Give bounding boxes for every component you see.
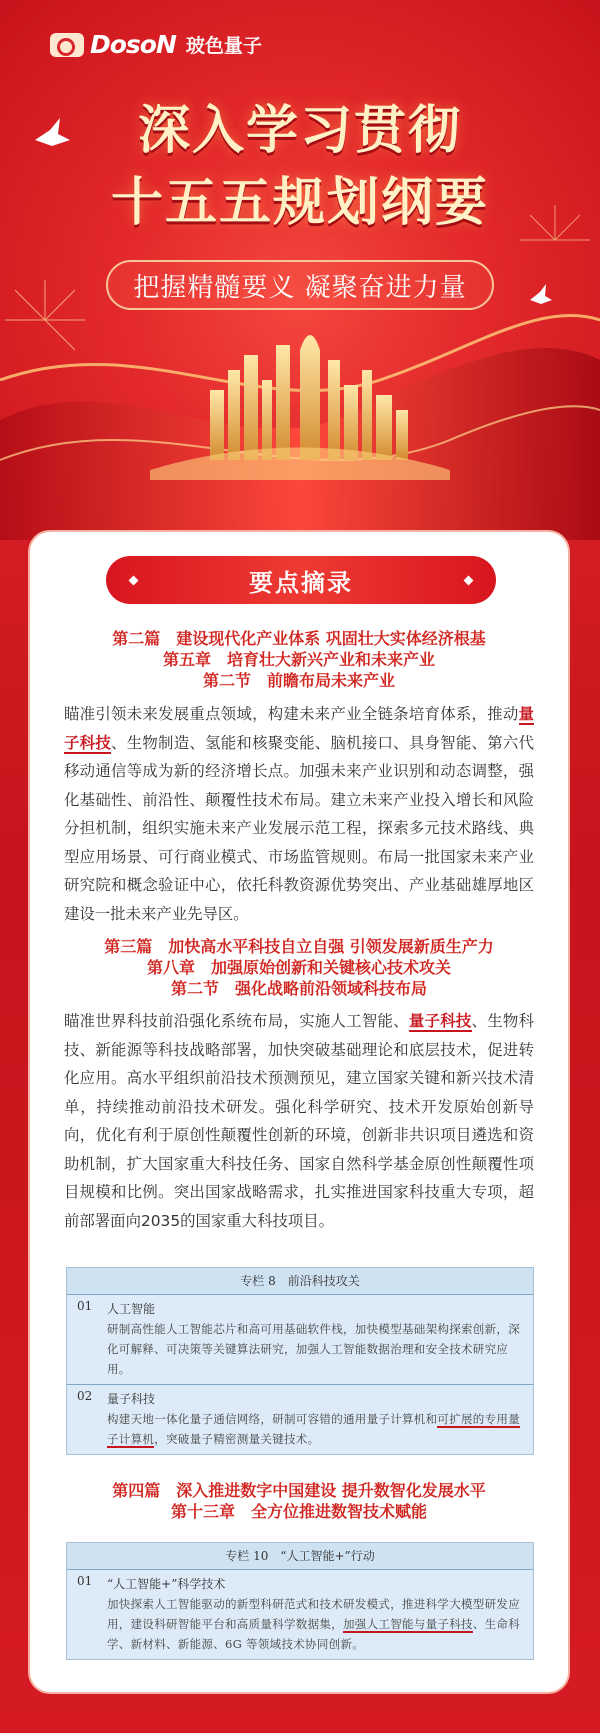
table-row [67, 1295, 533, 1385]
dove-right-icon [530, 284, 552, 304]
section2-paragraph: 瞄准世界科技前沿强化系统布局，实施人工智能、量子科技、生物科技、新能源等科技战略部署，加快突破基础理论和底层技术，促进转化应用。高水平组织前沿技术预测预见，建立国家关键和新兴技术清单，持续推动前沿技术研发。强化科学研究、技术开发原始创新导向，优化有利于原创性颠覆性创新的环境，创新非共识项目遴选和资助机制，扩大国家重大科技任务、国家自然科学基金原创性颠覆性项目规模和比例。突出国家战略需求，扎实推进国家科技重大专项，超前部署面向2035的国家重大科技项目。 [64, 1012, 534, 1230]
row-text: 加快探索人工智能驱动的新型科研范式和技术研发模式，推进科学大模型研发应用，建设科研智能平台和高质量科学数据集，加强人工智能与量子科技、生命科学、新材料、新能源、6G 等领域技术协同创新。 [107, 1597, 521, 1651]
row-text: 构建天地一体化量子通信网络，研制可容错的通用量子计算机和可扩展的专用量子计算机，突破量子精密测量关键技术。 [107, 1412, 521, 1446]
column-box-10 [66, 1542, 534, 1660]
header-banner [0, 0, 600, 540]
column-box-title: 专栏 8 前沿科技攻关 [67, 1268, 533, 1295]
row-text: 研制高性能人工智能芯片和高可用基础软件栈，加快模型基础架构探索创新，深化可解释、可决策等关键算法研究，加强人工智能数据治理和安全技术研究应用。 [107, 1322, 520, 1376]
section2-chapter-heading: 第八章 加强原始创新和关键核心技术攻关 [146, 958, 451, 977]
row-number: 02 [77, 1389, 93, 1403]
section1-part-heading: 第二篇 建设现代化产业体系 巩固壮大实体经济根基 [112, 629, 486, 648]
underlined-phrase: 加强人工智能与量子科技 [343, 1617, 473, 1631]
logo [50, 30, 262, 59]
section3-headings [30, 1480, 568, 1522]
section3-chapter-heading: 第十三章 全方位推进数智技术赋能 [170, 1502, 427, 1521]
logo-text: DosoN [90, 30, 176, 59]
row-number: 01 [77, 1299, 93, 1313]
section1-headings [30, 628, 568, 691]
row-number: 01 [77, 1574, 93, 1588]
diamond-left-icon [129, 576, 139, 586]
slogan-pill [106, 260, 494, 310]
main-title-line2: 十五五规划纲要 [110, 173, 489, 233]
slogan-text: 把握精髓要义 凝聚奋进力量 [133, 272, 467, 303]
table-row [67, 1385, 533, 1454]
quantum-tech-highlight: 量子科技 [64, 705, 534, 752]
underlined-phrase: 可扩展的专用量子计算机 [107, 1412, 521, 1446]
section2-part-heading: 第三篇 加快高水平科技自立自强 引领发展新质生产力 [104, 937, 494, 956]
firework-left-icon [5, 280, 85, 350]
row-heading: “人工智能+”科学技术 [107, 1577, 226, 1591]
section1-subsection-heading: 第二节 前瞻布局未来产业 [202, 671, 395, 690]
content-card [30, 532, 568, 1692]
section3-part-heading: 第四篇 深入推进数字中国建设 提升数智化发展水平 [112, 1481, 486, 1500]
column-box-8 [66, 1267, 534, 1455]
quantum-tech-highlight: 量子科技 [408, 1012, 472, 1030]
table-row [67, 1570, 533, 1659]
city-skyline-icon [210, 335, 408, 460]
section1-chapter-heading: 第五章 培育壮大新兴产业和未来产业 [162, 650, 435, 669]
section2-subsection-heading: 第二节 强化战略前沿领域科技布局 [170, 979, 427, 998]
section2-headings [30, 936, 568, 999]
column-box-title: 专栏 10 “人工智能+”行动 [67, 1543, 533, 1570]
main-title-line1: 深入学习贯彻 [137, 101, 462, 161]
row-heading: 量子科技 [107, 1392, 156, 1406]
logo-mark-icon [50, 33, 84, 57]
section-banner [106, 556, 496, 604]
section1-paragraph: 瞄准引领未来发展重点领域，构建未来产业全链条培育体系，推动量子科技、生物制造、氢能和核聚变能、脑机接口、具身智能、第六代移动通信等成为新的经济增长点。加强未来产业识别和动态调整，强化基础性、前沿性、颠覆性技术布局。建立未来产业投入增长和风险分担机制，组织实施未来产业发展示范工程，探索多元技术路线、典型应用场景、可行商业模式、市场监管规则。布局一批国家未来产业研究院和概念验证中心，依托科教资源优势突出、产业基础雄厚地区建设一批未来产业先导区。 [64, 705, 534, 923]
diamond-right-icon [464, 576, 474, 586]
banner-title: 要点摘录 [249, 568, 353, 597]
row-heading: 人工智能 [107, 1302, 156, 1316]
logo-chinese-name: 玻色量子 [185, 35, 262, 57]
